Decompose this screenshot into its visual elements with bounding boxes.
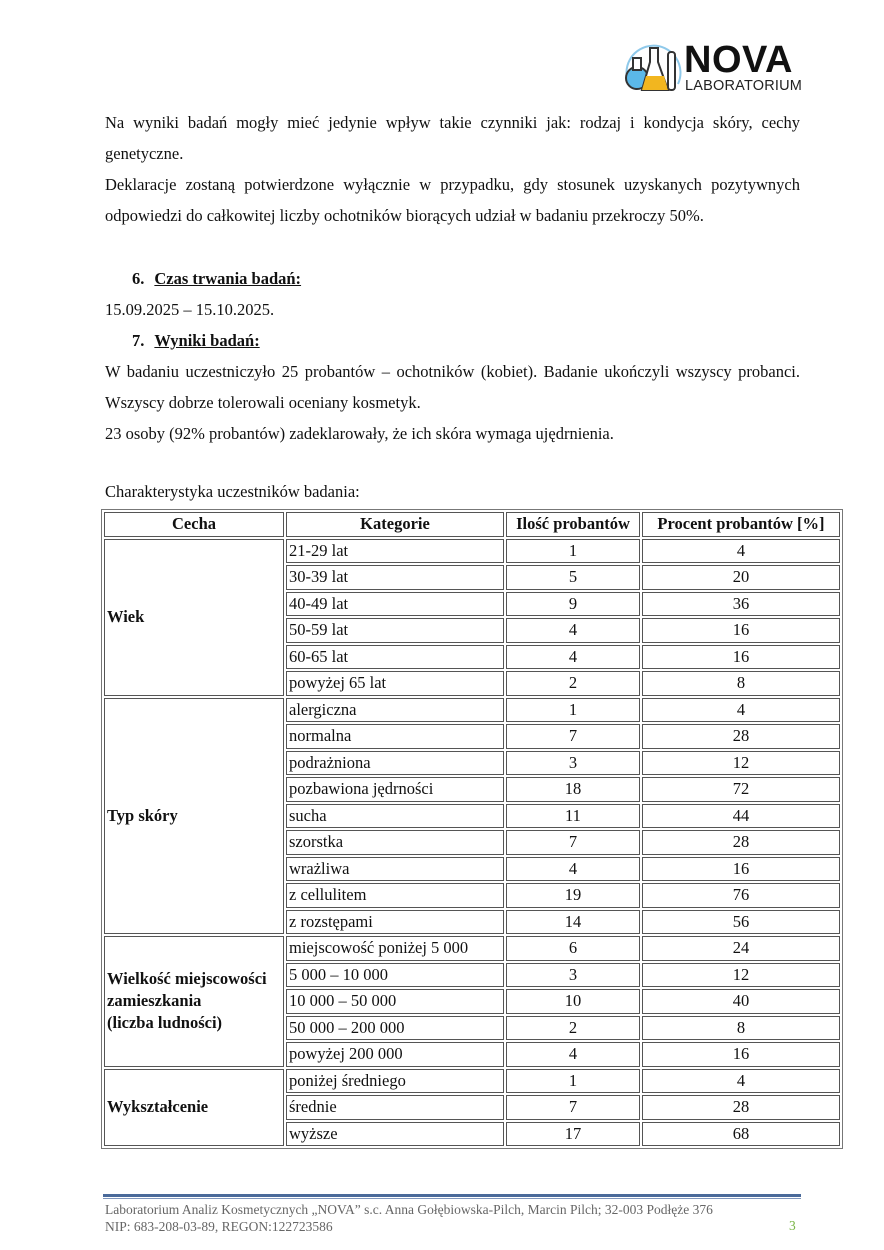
- header-cell: Kategorie: [286, 512, 504, 537]
- count-cell: 18: [506, 777, 640, 802]
- percent-cell: 16: [642, 645, 840, 670]
- study-dates: 15.09.2025 – 15.10.2025.: [105, 300, 275, 319]
- percent-cell: 4: [642, 698, 840, 723]
- feature-cell: Typ skóry: [104, 698, 284, 935]
- count-cell: 6: [506, 936, 640, 961]
- logo-subtitle: LABORATORIUM: [685, 78, 803, 94]
- percent-cell: 20: [642, 565, 840, 590]
- count-cell: 17: [506, 1122, 640, 1147]
- section-title: Wyniki badań:: [154, 331, 260, 350]
- header-cell: Cecha: [104, 512, 284, 537]
- percent-cell: 68: [642, 1122, 840, 1147]
- section-number: 6.: [132, 269, 145, 288]
- category-cell: wyższe: [286, 1122, 504, 1147]
- category-cell: powyżej 200 000: [286, 1042, 504, 1067]
- feature-cell: Wiek: [104, 539, 284, 696]
- section-heading-6: [132, 263, 301, 294]
- category-cell: poniżej średniego: [286, 1069, 504, 1094]
- feature-name-line: (liczba ludności): [107, 1013, 223, 1033]
- count-cell: 1: [506, 698, 640, 723]
- category-cell: 50 000 – 200 000: [286, 1016, 504, 1041]
- percent-cell: 8: [642, 671, 840, 696]
- percent-cell: 4: [642, 1069, 840, 1094]
- count-cell: 1: [506, 539, 640, 564]
- footer-ids: NIP: 683-208-03-89, REGON:122723586: [105, 1219, 333, 1234]
- category-cell: szorstka: [286, 830, 504, 855]
- count-cell: 7: [506, 1095, 640, 1120]
- table-row: [104, 539, 840, 564]
- footer-address: Laboratorium Analiz Kosmetycznych „NOVA” s.c. Anna Gołębiowska-Pilch, Marcin Pilch; 32-003 Podłęże 376: [105, 1202, 713, 1217]
- count-cell: 2: [506, 671, 640, 696]
- paragraph-declaration-result: 23 osoby (92% probantów) zadeklarowały, że ich skóra wymaga ujędrnienia.: [105, 424, 614, 443]
- table-row: [104, 698, 840, 723]
- category-cell: z cellulitem: [286, 883, 504, 908]
- paragraph-participants: W badaniu uczestniczyło 25 probantów – ochotników (kobiet). Badanie ukończyli wszyscy probanci. Wszyscy dobrze tolerowali oceniany kosmetyk.: [105, 362, 800, 413]
- category-cell: alergiczna: [286, 698, 504, 723]
- lab-flasks-icon: [622, 40, 684, 96]
- count-cell: 5: [506, 565, 640, 590]
- page-number: 3: [789, 1218, 796, 1233]
- category-cell: średnie: [286, 1095, 504, 1120]
- category-cell: 5 000 – 10 000: [286, 963, 504, 988]
- count-cell: 10: [506, 989, 640, 1014]
- percent-cell: 8: [642, 1016, 840, 1041]
- logo-name: NOVA: [684, 39, 793, 81]
- category-cell: 21-29 lat: [286, 539, 504, 564]
- paragraph-factors: Na wyniki badań mogły mieć jedynie wpływ takie czynniki jak: rodzaj i kondycja skóry, cechy genetyczne.: [105, 113, 800, 164]
- category-cell: sucha: [286, 804, 504, 829]
- table-row: [104, 1069, 840, 1094]
- category-cell: wrażliwa: [286, 857, 504, 882]
- count-cell: 9: [506, 592, 640, 617]
- category-cell: 60-65 lat: [286, 645, 504, 670]
- category-cell: 30-39 lat: [286, 565, 504, 590]
- category-cell: pozbawiona jędrności: [286, 777, 504, 802]
- count-cell: 11: [506, 804, 640, 829]
- percent-cell: 72: [642, 777, 840, 802]
- category-cell: podrażniona: [286, 751, 504, 776]
- count-cell: 2: [506, 1016, 640, 1041]
- count-cell: 4: [506, 645, 640, 670]
- count-cell: 1: [506, 1069, 640, 1094]
- percent-cell: 40: [642, 989, 840, 1014]
- count-cell: 19: [506, 883, 640, 908]
- category-cell: powyżej 65 lat: [286, 671, 504, 696]
- table-caption: Charakterystyka uczestników badania:: [105, 482, 360, 501]
- percent-cell: 16: [642, 857, 840, 882]
- feature-cell: Wykształcenie: [104, 1069, 284, 1147]
- footer-divider: [103, 1194, 801, 1197]
- percent-cell: 28: [642, 724, 840, 749]
- section-number: 7.: [132, 331, 145, 350]
- header-cell: Ilość probantów: [506, 512, 640, 537]
- category-cell: 10 000 – 50 000: [286, 989, 504, 1014]
- section-heading-7: [132, 325, 260, 356]
- count-cell: 3: [506, 751, 640, 776]
- percent-cell: 44: [642, 804, 840, 829]
- table-header-row: [104, 512, 840, 537]
- percent-cell: 28: [642, 830, 840, 855]
- percent-cell: 12: [642, 751, 840, 776]
- feature-name-line: Wielkość miejscowości: [107, 969, 267, 989]
- feature-cell: [104, 936, 284, 1067]
- percent-cell: 76: [642, 883, 840, 908]
- feature-name-line: zamieszkania: [107, 991, 202, 1011]
- paragraph-declarations: Deklaracje zostaną potwierdzone wyłącznie w przypadku, gdy stosunek uzyskanych pozytywnych odpowiedzi do całkowitej liczby ochotników biorących udział w badaniu przekroczy 50%.: [105, 175, 800, 226]
- count-cell: 14: [506, 910, 640, 935]
- percent-cell: 56: [642, 910, 840, 935]
- percent-cell: 28: [642, 1095, 840, 1120]
- section-title: Czas trwania badań:: [154, 269, 302, 288]
- count-cell: 4: [506, 1042, 640, 1067]
- percent-cell: 12: [642, 963, 840, 988]
- percent-cell: 24: [642, 936, 840, 961]
- percent-cell: 16: [642, 1042, 840, 1067]
- participants-table: [101, 509, 843, 1149]
- category-cell: z rozstępami: [286, 910, 504, 935]
- count-cell: 4: [506, 618, 640, 643]
- category-cell: normalna: [286, 724, 504, 749]
- category-cell: miejscowość poniżej 5 000: [286, 936, 504, 961]
- percent-cell: 36: [642, 592, 840, 617]
- category-cell: 50-59 lat: [286, 618, 504, 643]
- footer-divider-thin: [103, 1198, 801, 1199]
- category-cell: 40-49 lat: [286, 592, 504, 617]
- percent-cell: 4: [642, 539, 840, 564]
- count-cell: 3: [506, 963, 640, 988]
- nova-logo: [622, 39, 803, 96]
- count-cell: 4: [506, 857, 640, 882]
- header-cell: Procent probantów [%]: [642, 512, 840, 537]
- count-cell: 7: [506, 830, 640, 855]
- table-row: [104, 936, 840, 961]
- percent-cell: 16: [642, 618, 840, 643]
- count-cell: 7: [506, 724, 640, 749]
